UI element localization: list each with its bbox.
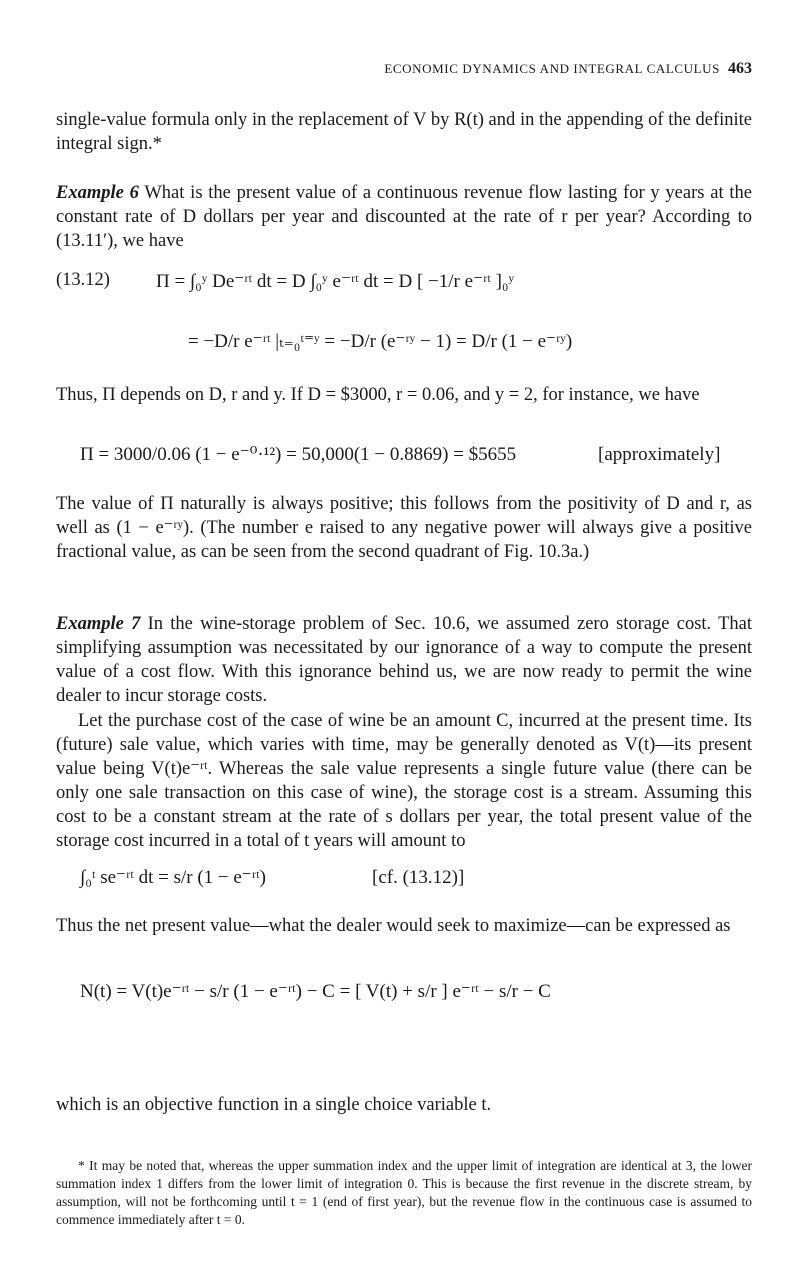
- intro-paragraph: single-value formula only in the replacement of V by R(t) and in the appending of the definite integral sign.*: [56, 110, 752, 154]
- equation-number-13-12: (13.12): [56, 270, 110, 290]
- example-6-text: What is the present value of a continuous revenue flow lasting for y years at the constant rate of D dollars per year and discounted at the rate of r per year? According to (13.11′), we have: [56, 183, 752, 251]
- positive-value-paragraph: The value of Π naturally is always positive; this follows from the positivity of D and r, as well as (1 − e⁻ʳʸ). (The number e raised to any negative power will always give a positive fractional value, as can be seen from the second quadrant of Fig. 10.3a.): [56, 494, 752, 562]
- objective-paragraph: which is an objective function in a single choice variable t.: [56, 1095, 492, 1115]
- example-7-text: In the wine-storage problem of Sec. 10.6, we assumed zero storage cost. That simplifying assumption was necessitated by our ignorance of a way to compute the present value of a cost flow. With this ignorance behind us, we are now ready to permit the wine dealer to incur storage costs.: [56, 614, 752, 706]
- example-7-paragraph: [56, 612, 752, 708]
- example-6-label: Example 6: [56, 183, 139, 203]
- example-6-paragraph: [56, 181, 752, 253]
- page-number: 463: [728, 60, 752, 77]
- thus-paragraph: Thus, Π depends on D, r and y. If D = $3000, r = 0.06, and y = 2, for instance, we have: [56, 385, 700, 405]
- net-present-value-equation: N(t) = V(t)e⁻ʳᵗ − s/r (1 − e⁻ʳᵗ) − C = [ V(t) + s/r ] e⁻ʳᵗ − s/r − C: [80, 981, 551, 1002]
- storage-cost-equation: ∫₀ᵗ se⁻ʳᵗ dt = s/r (1 − e⁻ʳᵗ): [80, 867, 266, 888]
- storage-cost-equation-note: [cf. (13.12)]: [372, 867, 465, 888]
- running-title: ECONOMIC DYNAMICS AND INTEGRAL CALCULUS: [384, 61, 720, 76]
- numeric-equation: Π = 3000/0.06 (1 − e⁻⁰·¹²) = 50,000(1 − 0.8869) = $5655: [80, 444, 517, 465]
- equation-13-12-line-1: Π = ∫₀ʸ De⁻ʳᵗ dt = D ∫₀ʸ e⁻ʳᵗ dt = D [ −1/r e⁻ʳᵗ ]₀ʸ: [156, 271, 515, 292]
- example-7-label: Example 7: [56, 614, 141, 634]
- footnote: * It may be noted that, whereas the upper summation index and the upper limit of integration are identical at 3, the lower summation index 1 differs from the lower limit of integration 0. This is because the first revenue in the discrete stream, by assumption, will not be forthcoming until t = 1 (end of first year), but the revenue flow in the continuous case is assumed to commence immediately after t = 0.: [56, 1158, 752, 1227]
- running-head: [56, 60, 752, 78]
- equation-13-12-line-2: = −D/r e⁻ʳᵗ |ₜ₌₀ᵗ⁼ʸ = −D/r (e⁻ʳʸ − 1) = D/r (1 − e⁻ʳʸ): [188, 331, 573, 352]
- numeric-equation-note: [approximately]: [598, 444, 721, 465]
- purchase-cost-paragraph: Let the purchase cost of the case of wine be an amount C, incurred at the present time. Its (future) sale value, which varies with time, may be generally denoted as V(t)—its present value being V(t)e⁻ʳᵗ. Whereas the sale value represents a single future value (there can be only one sale transaction on this case of wine), the storage cost is a stream. Assuming this cost to be a constant stream at the rate of s dollars per year, the total present value of the storage cost incurred in a total of t years will amount to: [56, 711, 752, 851]
- net-value-paragraph: Thus the net present value—what the dealer would seek to maximize—can be expressed as: [56, 916, 731, 936]
